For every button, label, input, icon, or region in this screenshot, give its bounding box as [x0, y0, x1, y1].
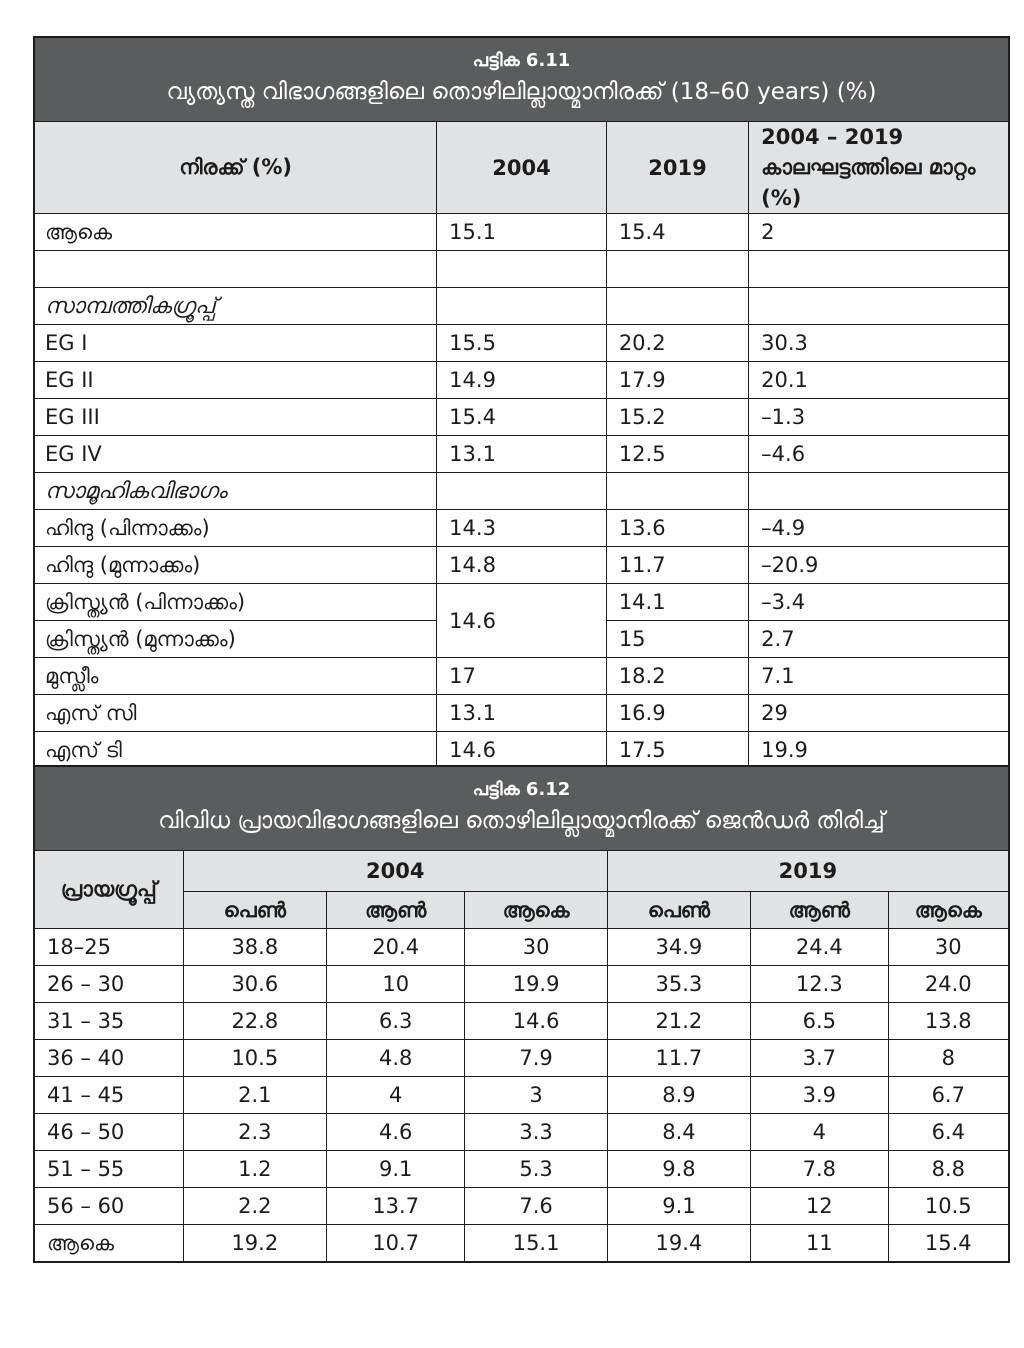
age-group-cell: 31 – 35	[34, 1003, 183, 1040]
value-cell: 3.7	[751, 1040, 888, 1077]
column-header-total-2004: ആകെ	[465, 892, 607, 929]
value-cell: 12.3	[751, 966, 888, 1003]
value-cell: 5.3	[465, 1151, 607, 1188]
age-group-cell: 26 – 30	[34, 966, 183, 1003]
age-group-cell: 36 – 40	[34, 1040, 183, 1077]
value-cell: 15.4	[437, 399, 607, 436]
value-cell: 15.4	[888, 1225, 1009, 1263]
column-header-female-2004: പെൺ	[183, 892, 326, 929]
column-header-total-2019: ആകെ	[888, 892, 1009, 929]
value-cell: 24.4	[751, 929, 888, 966]
value-cell: 9.1	[607, 1188, 750, 1225]
value-cell: 35.3	[607, 966, 750, 1003]
merged-value-cell: 14.6	[437, 584, 607, 658]
value-cell: 9.8	[607, 1151, 750, 1188]
value-cell: 2.2	[183, 1188, 326, 1225]
table-6-11-title	[34, 37, 1009, 122]
value-cell: 8.9	[607, 1077, 750, 1114]
row-label-cell: ക്രിസ്ത്യൻ (പിന്നാക്കം)	[34, 584, 437, 621]
table-row	[34, 584, 1009, 621]
table-title-text: വിവിധ പ്രായവിഭാഗങ്ങളിലെ തൊഴിലില്ലായ്മാനിരക്ക് ജെൻഡർ തിരിച്ച്	[158, 808, 885, 834]
value-cell	[749, 473, 1009, 510]
value-cell: 34.9	[607, 929, 750, 966]
table-6-12-title	[34, 766, 1009, 851]
section-label-cell: സാമൂഹികവിഭാഗം	[34, 473, 437, 510]
table-6-12-year-header-row	[34, 851, 1009, 892]
value-cell: 10.5	[183, 1040, 326, 1077]
value-cell: 10	[326, 966, 464, 1003]
value-cell: 17	[437, 658, 607, 695]
value-cell: 11.7	[606, 547, 748, 584]
column-header-female-2019: പെൺ	[607, 892, 750, 929]
table-row	[34, 966, 1009, 1003]
age-group-cell: 41 – 45	[34, 1077, 183, 1114]
value-cell: 2.7	[749, 621, 1009, 658]
value-cell: 8.4	[607, 1114, 750, 1151]
total-row-label-cell: ആകെ	[34, 1225, 183, 1263]
table-6-11-title-row	[34, 37, 1009, 122]
table-row	[34, 325, 1009, 362]
row-label-cell: EG II	[34, 362, 437, 399]
value-cell: 14.1	[606, 584, 748, 621]
table-row	[34, 732, 1009, 770]
value-cell: –4.9	[749, 510, 1009, 547]
value-cell: 21.2	[607, 1003, 750, 1040]
value-cell: 29	[749, 695, 1009, 732]
value-cell: –20.9	[749, 547, 1009, 584]
value-cell: 20.4	[326, 929, 464, 966]
row-label-cell: എസ് സി	[34, 695, 437, 732]
value-cell: 1.2	[183, 1151, 326, 1188]
table-row	[34, 436, 1009, 473]
table-row	[34, 1114, 1009, 1151]
column-header-male-2019: ആൺ	[751, 892, 888, 929]
value-cell: 10.5	[888, 1188, 1009, 1225]
value-cell: 15.4	[606, 214, 748, 251]
value-cell: –4.6	[749, 436, 1009, 473]
table-row	[34, 658, 1009, 695]
table-row	[34, 695, 1009, 732]
value-cell: 19.2	[183, 1225, 326, 1263]
value-cell: 30.3	[749, 325, 1009, 362]
value-cell: 14.9	[437, 362, 607, 399]
value-cell: 30	[465, 929, 607, 966]
table-6-11-header-row	[34, 122, 1009, 214]
value-cell: 8	[888, 1040, 1009, 1077]
table-row	[34, 1077, 1009, 1114]
value-cell: 16.9	[606, 695, 748, 732]
row-label-cell: EG IV	[34, 436, 437, 473]
value-cell: 19.9	[465, 966, 607, 1003]
value-cell: 10.7	[326, 1225, 464, 1263]
value-cell	[437, 288, 607, 325]
value-cell: 7.6	[465, 1188, 607, 1225]
value-cell: 14.6	[465, 1003, 607, 1040]
table-row	[34, 214, 1009, 251]
table-6-11	[33, 36, 1010, 770]
value-cell: 22.8	[183, 1003, 326, 1040]
table-row-empty	[34, 251, 1009, 288]
value-cell: 7.9	[465, 1040, 607, 1077]
value-cell: 2.3	[183, 1114, 326, 1151]
value-cell: 13.1	[437, 695, 607, 732]
value-cell: 2.1	[183, 1077, 326, 1114]
value-cell: 17.5	[606, 732, 748, 770]
value-cell: 3	[465, 1077, 607, 1114]
value-cell: 6.5	[751, 1003, 888, 1040]
table-row	[34, 547, 1009, 584]
value-cell: 20.2	[606, 325, 748, 362]
column-header-2019: 2019	[606, 122, 748, 214]
row-label-cell: ക്രിസ്ത്യൻ (മുന്നാക്കം)	[34, 621, 437, 658]
table-row	[34, 929, 1009, 966]
value-cell: 3.9	[751, 1077, 888, 1114]
value-cell: 13.6	[606, 510, 748, 547]
row-label-cell: EG I	[34, 325, 437, 362]
value-cell: 17.9	[606, 362, 748, 399]
row-label-cell: എസ് ടി	[34, 732, 437, 770]
value-cell: 4	[326, 1077, 464, 1114]
age-group-cell: 18–25	[34, 929, 183, 966]
value-cell	[606, 473, 748, 510]
value-cell: 15.5	[437, 325, 607, 362]
column-header-2004: 2004	[183, 851, 607, 892]
value-cell: 11.7	[607, 1040, 750, 1077]
value-cell	[437, 251, 607, 288]
table-row	[34, 362, 1009, 399]
value-cell	[749, 288, 1009, 325]
value-cell: 19.9	[749, 732, 1009, 770]
value-cell: 6.4	[888, 1114, 1009, 1151]
value-cell: 24.0	[888, 966, 1009, 1003]
value-cell: 15.2	[606, 399, 748, 436]
value-cell: –3.4	[749, 584, 1009, 621]
value-cell: 13.7	[326, 1188, 464, 1225]
value-cell: 14.8	[437, 547, 607, 584]
row-label-cell: മുസ്ലീം	[34, 658, 437, 695]
value-cell: 18.2	[606, 658, 748, 695]
value-cell	[749, 251, 1009, 288]
value-cell: 13.8	[888, 1003, 1009, 1040]
value-cell: 20.1	[749, 362, 1009, 399]
row-label-cell: ഹിന്ദു (മുന്നാക്കം)	[34, 547, 437, 584]
value-cell: 7.8	[751, 1151, 888, 1188]
table-6-12-title-row	[34, 766, 1009, 851]
column-header-2004: 2004	[437, 122, 607, 214]
table-row	[34, 1188, 1009, 1225]
age-group-cell: 56 – 60	[34, 1188, 183, 1225]
value-cell: 4	[751, 1114, 888, 1151]
table-row	[34, 399, 1009, 436]
table-row	[34, 1040, 1009, 1077]
row-label-cell: ആകെ	[34, 214, 437, 251]
value-cell: 11	[751, 1225, 888, 1263]
table-number: പട്ടിക 6.11	[472, 50, 571, 71]
value-cell: 15.1	[465, 1225, 607, 1263]
value-cell: 7.1	[749, 658, 1009, 695]
table-row	[34, 1003, 1009, 1040]
table-row	[34, 1225, 1009, 1263]
value-cell	[606, 251, 748, 288]
column-header-2019: 2019	[607, 851, 1009, 892]
value-cell: 30.6	[183, 966, 326, 1003]
table-row	[34, 1151, 1009, 1188]
value-cell	[606, 288, 748, 325]
value-cell: 2	[749, 214, 1009, 251]
column-header-change: 2004 – 2019 കാലഘട്ടത്തിലെ മാറ്റം (%)	[749, 122, 1009, 214]
value-cell	[437, 473, 607, 510]
value-cell: 9.1	[326, 1151, 464, 1188]
column-header-age-group: പ്രായഗ്രൂപ്പ്	[34, 851, 183, 929]
row-label-cell	[34, 251, 437, 288]
value-cell: 15	[606, 621, 748, 658]
value-cell: 6.3	[326, 1003, 464, 1040]
value-cell: 38.8	[183, 929, 326, 966]
column-header-male-2004: ആൺ	[326, 892, 464, 929]
value-cell: 13.1	[437, 436, 607, 473]
value-cell: 30	[888, 929, 1009, 966]
section-header-row	[34, 473, 1009, 510]
table-6-12	[33, 765, 1010, 1263]
age-group-cell: 46 – 50	[34, 1114, 183, 1151]
value-cell: 14.3	[437, 510, 607, 547]
value-cell: –1.3	[749, 399, 1009, 436]
value-cell: 15.1	[437, 214, 607, 251]
value-cell: 4.8	[326, 1040, 464, 1077]
value-cell: 8.8	[888, 1151, 1009, 1188]
value-cell: 19.4	[607, 1225, 750, 1263]
section-header-row	[34, 288, 1009, 325]
row-label-cell: ഹിന്ദു (പിന്നാക്കം)	[34, 510, 437, 547]
column-header-rate: നിരക്ക് (%)	[34, 122, 437, 214]
row-label-cell: EG III	[34, 399, 437, 436]
value-cell: 6.7	[888, 1077, 1009, 1114]
table-title-text: വ്യത്യസ്ത വിഭാഗങ്ങളിലെ തൊഴിലില്ലായ്മാനിരക്ക് (18–60 years) (%)	[166, 79, 877, 105]
value-cell: 3.3	[465, 1114, 607, 1151]
age-group-cell: 51 – 55	[34, 1151, 183, 1188]
value-cell: 14.6	[437, 732, 607, 770]
section-label-cell: സാമ്പത്തികഗ്രൂപ്പ്	[34, 288, 437, 325]
table-row	[34, 510, 1009, 547]
value-cell: 4.6	[326, 1114, 464, 1151]
value-cell: 12.5	[606, 436, 748, 473]
table-number: പട്ടിക 6.12	[472, 779, 571, 800]
value-cell: 12	[751, 1188, 888, 1225]
